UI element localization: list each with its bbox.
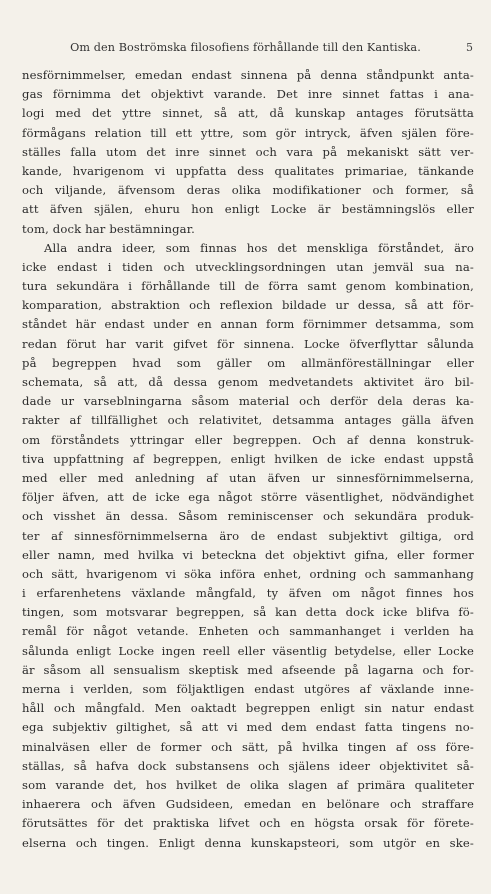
running-header <box>0 41 491 57</box>
text-line: rakter af tillfällighet och relativitet, detsamma antages gälla äfven <box>22 413 474 428</box>
text-line: kande, hvarigenom vi uppfatta dess qualitates primariae, tänkande <box>22 163 474 178</box>
text-line: sålunda enligt Locke ingen reell eller väsentlig betydelse, eller Locke <box>22 643 474 658</box>
text-line: tura sekundära i förhållande till de förra samt genom kombination, <box>22 279 474 294</box>
text-line: att äfven själen, ehuru hon enligt Locke är bestämningslös eller <box>22 202 474 217</box>
text-line: schemata, så att, då dessa genom medvetandets aktivitet äro bil- <box>22 375 474 389</box>
text-line: minalväsen eller de former och sätt, på hvilka tingen af oss före- <box>22 739 474 754</box>
text-line: tingen, som motsvarar begreppen, så kan detta dock icke blifva fö- <box>22 605 474 620</box>
text-line: på begreppen hvad som gäller om allmänföreställningar eller <box>22 355 474 370</box>
text-line: ståndet här endast under en annan form förnimmer detsamma, som <box>22 317 474 332</box>
page-number: 5 <box>466 41 473 54</box>
text-line: och viljande, äfvensom deras olika modifikationer och former, så <box>22 183 474 198</box>
text-line: och sätt, hvarigenom vi söka införa enhet, ordning och sammanhang <box>22 566 474 581</box>
text-line: ställas, så hafva dock substansens och själens ideer objektivitet så- <box>22 758 474 773</box>
text-line: som varande det, hos hvilket de olika slagen af primära qualiteter <box>22 777 474 792</box>
text-line: elserna och tingen. Enligt denna kunskapsteori, som utgör en ske- <box>22 835 474 850</box>
text-line: merna i verlden, som följaktligen endast utgöres af växlande inne- <box>22 682 474 696</box>
text-line: tiva uppfattning af begreppen, enligt hvilken de icke endast uppstå <box>22 451 474 466</box>
text-line: nesförnimmelser, emedan endast sinnena på denna ståndpunkt anta- <box>22 68 474 82</box>
text-line: logi med det yttre sinnet, så att, då kunskap antages förutsätta <box>22 106 474 121</box>
text-line: ställes falla utom det inre sinnet och vara på mekaniskt sätt ver- <box>22 144 474 159</box>
text-line: och visshet än dessa. Såsom reminiscenser och sekundära produk- <box>22 509 474 524</box>
text-line: håll och mångfald. Men oaktadt begreppen enligt sin natur endast <box>22 701 474 716</box>
text-line: remål för något vetande. Enheten och sammanhanget i verlden ha <box>22 624 474 639</box>
text-line: ega subjektiv giltighet, så att vi med dem endast fatta tingens no- <box>22 720 474 735</box>
text-line: om förståndets yttringar eller begreppen. Och af denna konstruk- <box>22 432 474 447</box>
body-text <box>22 66 474 853</box>
text-line: icke endast i tiden och utvecklingsordningen utan jemväl sua na- <box>22 259 474 274</box>
text-line: förutsättes för det praktiska lifvet och en högsta orsak för förete- <box>22 816 474 831</box>
text-line: komparation, abstraktion och reflexion bildade ur dessa, så att för- <box>22 298 474 313</box>
text-line: gas förnimma det objektivt varande. Det inre sinnet fattas i ana- <box>22 87 474 102</box>
text-line: är såsom all sensualism skeptisk med afseende på lagarna och for- <box>22 662 474 677</box>
text-line: redan förut har varit gifvet för sinnena. Locke öfverflyttar sålunda <box>22 336 474 351</box>
text-line: dade ur varseblningarna såsom material och derför dela deras ka- <box>22 394 474 409</box>
running-title: Om den Boströmska filosofiens förhållande till den Kantiska. <box>70 41 421 54</box>
text-line: inhaerera och äfven Gudsideen, emedan en belönare och straffare <box>22 797 474 812</box>
text-line-paragraph-end: tom, dock har bestämningar. <box>22 221 195 236</box>
text-line: förmågans relation till ett yttre, som gör intryck, äfven själen före- <box>22 125 474 140</box>
text-line: i erfarenhetens växlande mångfald, ty äfven om något finnes hos <box>22 586 474 601</box>
text-line: följer äfven, att de icke ega något större väsentlighet, nödvändighet <box>22 490 474 505</box>
text-line: med eller med anledning af utan äfven ur sinnesförnimmelserna, <box>22 470 474 485</box>
text-line-paragraph-start: Alla andra ideer, som finnas hos det menskliga förståndet, äro <box>44 240 474 255</box>
text-line: ter af sinnesförnimmelserna äro de endast subjektivt giltiga, ord <box>22 528 474 543</box>
text-line: eller namn, med hvilka vi beteckna det objektivt gifna, eller former <box>22 547 474 562</box>
